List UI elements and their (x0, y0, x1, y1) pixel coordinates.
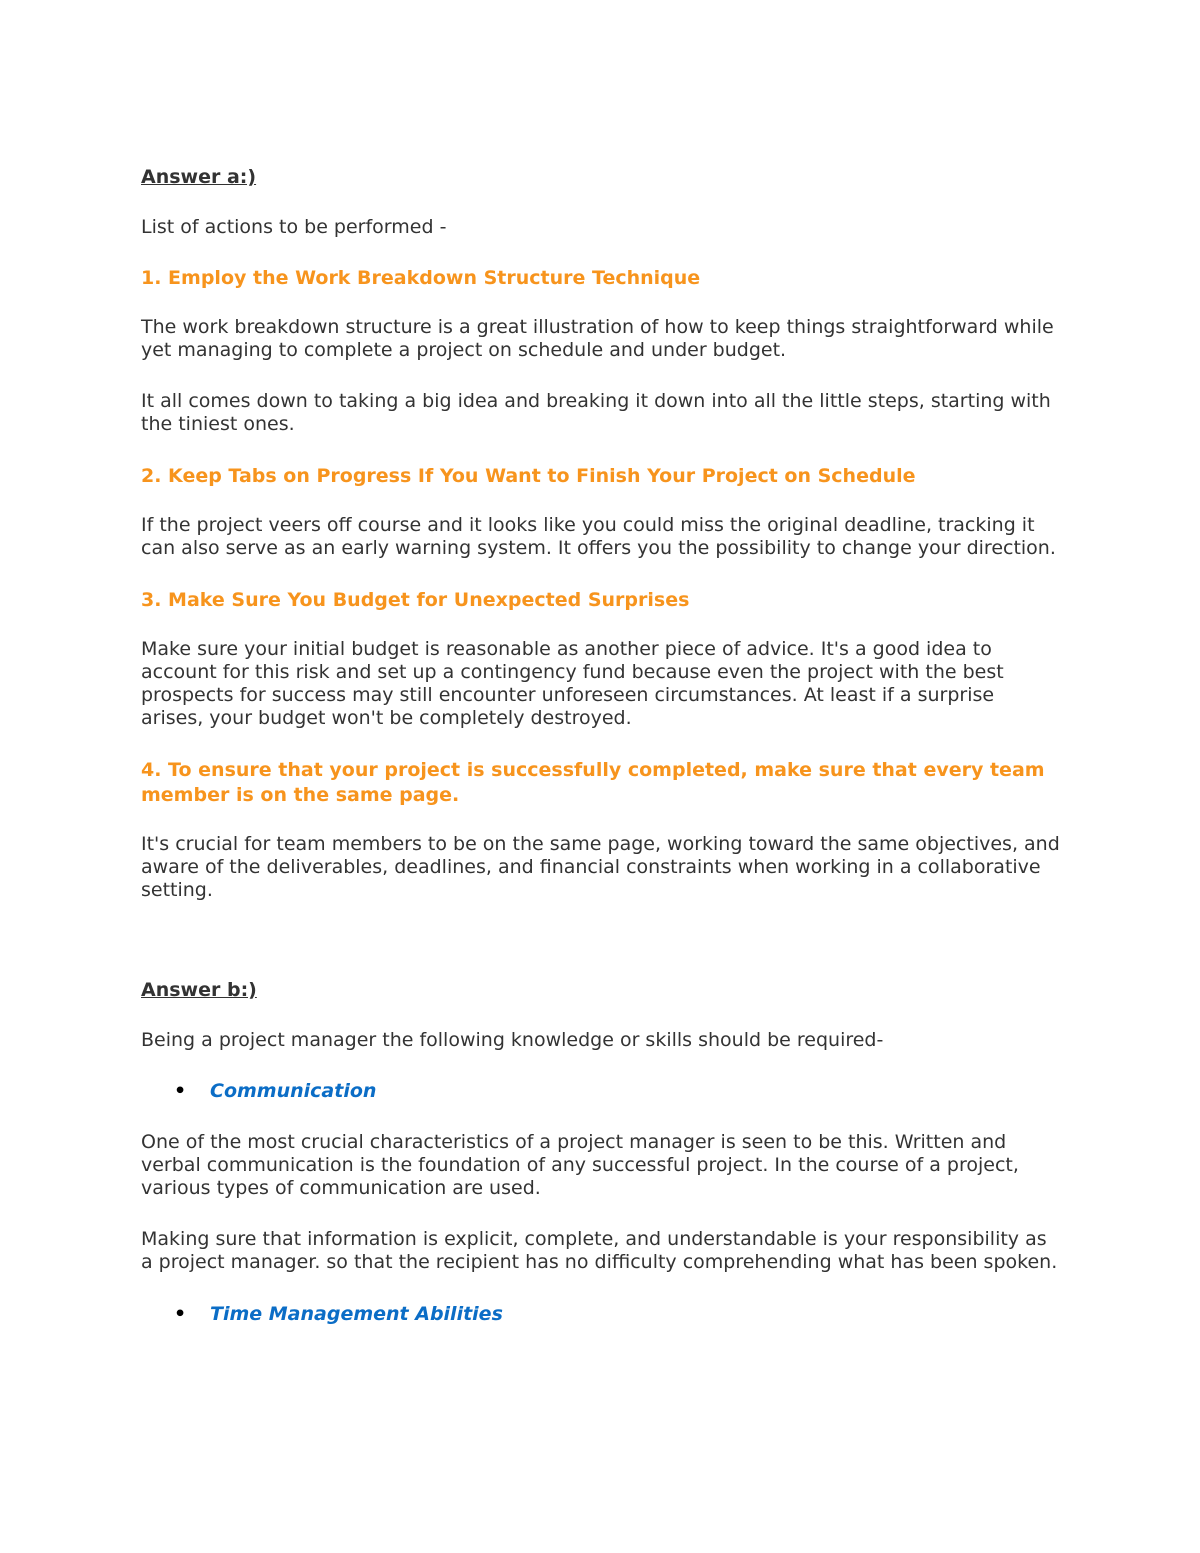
action-1-paragraph-1: The work breakdown structure is a great illustration of how to keep things straightforward while yet managing to complete a project on schedule and under budget. (141, 316, 1054, 361)
communication-paragraph-1: One of the most crucial characteristics of a project manager is seen to be this. Written and verbal communication is the foundation of any successful project. In the course of a project, various types of communication are used. (141, 1131, 1019, 1199)
action-heading-4: 4. To ensure that your project is successfully completed, make sure that every team member is on the same page. (141, 759, 1045, 806)
action-heading-3: 3. Make Sure You Budget for Unexpected Surprises (141, 589, 690, 611)
bullet-icon: • (174, 1303, 187, 1325)
action-2-paragraph-1: If the project veers off course and it looks like you could miss the original deadline, tracking it can also serve as an early warning system. It offers you the possibility to change your direction. (141, 514, 1056, 559)
action-1-paragraph-2: It all comes down to taking a big idea and breaking it down into all the little steps, starting with the tiniest ones. (141, 390, 1051, 435)
action-heading-2: 2. Keep Tabs on Progress If You Want to Finish Your Project on Schedule (141, 465, 916, 487)
answer-b-heading: Answer b:) (141, 979, 257, 1001)
action-3-paragraph-1: Make sure your initial budget is reasonable as another piece of advice. It's a good idea to account for this risk and set up a contingency fund because even the project with the best prospects for success may still encounter unforeseen circumstances. At least if a surprise arises, your budget won't be completely destroyed. (141, 638, 1004, 729)
answer-a-heading: Answer a:) (141, 166, 257, 188)
action-heading-1: 1. Employ the Work Breakdown Structure Technique (141, 267, 701, 289)
skill-item-communication (141, 1079, 1061, 1104)
skill-title: Communication (210, 1080, 377, 1102)
answer-a-intro: List of actions to be performed - (141, 216, 447, 238)
action-4-paragraph-1: It's crucial for team members to be on the same page, working toward the same objectives, and aware of the deliverables, deadlines, and financial constraints when working in a collaborative setting. (141, 833, 1060, 901)
section-spacer (141, 930, 1061, 979)
skill-title: Time Management Abilities (210, 1303, 503, 1325)
document-page (141, 166, 1061, 1354)
bullet-icon: • (174, 1080, 187, 1102)
skill-item-time-management (141, 1302, 1061, 1327)
answer-b-intro: Being a project manager the following knowledge or skills should be required- (141, 1029, 884, 1051)
communication-paragraph-2: Making sure that information is explicit, complete, and understandable is your responsibility as a project manager. so that the recipient has no difficulty comprehending what has been spoken. (141, 1228, 1058, 1273)
